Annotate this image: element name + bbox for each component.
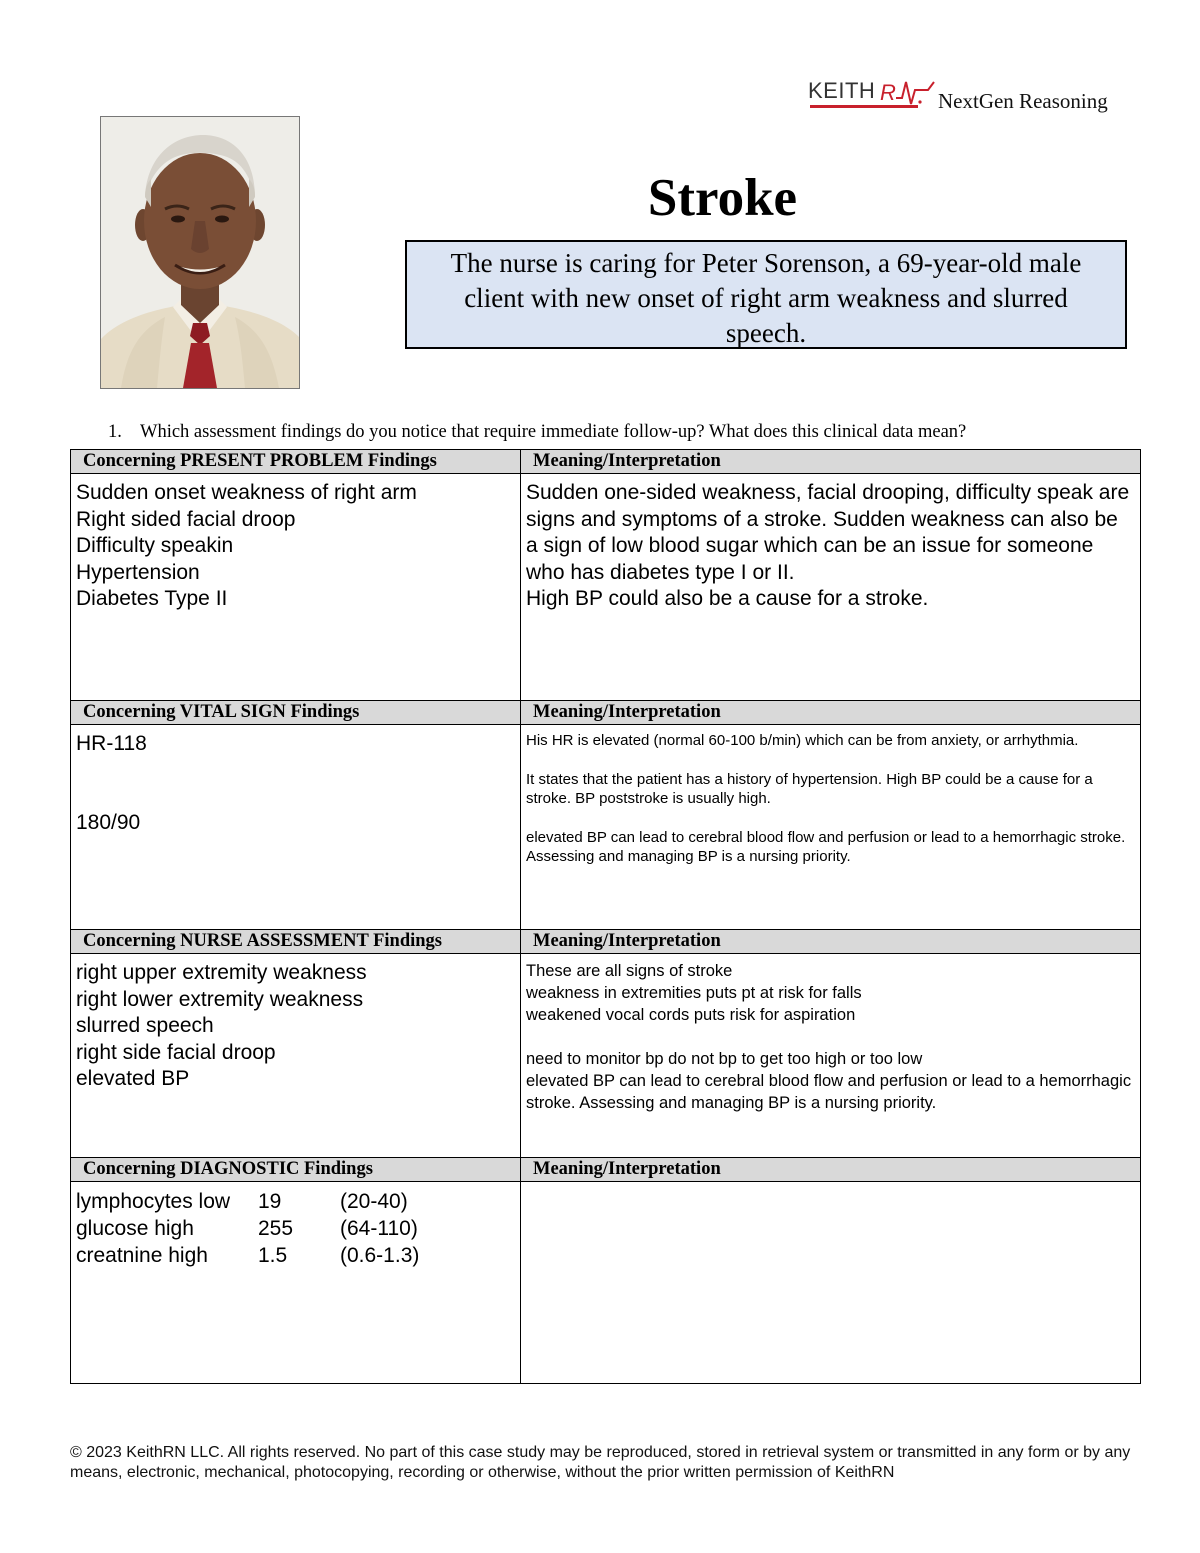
diagnostic-header-row	[71, 1158, 1141, 1182]
present-findings-cell[interactable]	[71, 474, 521, 701]
vital-findings-header: Concerning VITAL SIGN Findings	[71, 701, 521, 725]
meaning-line: weakness in extremities puts pt at risk for falls	[526, 984, 862, 1002]
meaning-paragraph: elevated BP can lead to cerebral blood flow and perfusion or lead to a hemorrhagic stroke. Assessing and managing BP is a nursing priority.	[526, 828, 1126, 865]
question-number: 1.	[108, 422, 122, 442]
nurse-findings-header: Concerning NURSE ASSESSMENT Findings	[71, 930, 521, 954]
spacer	[526, 1026, 1134, 1048]
lab-name: glucose high	[76, 1217, 194, 1240]
vital-header-row	[71, 701, 1141, 725]
logo-rn-heartbeat-icon	[870, 76, 940, 108]
meaning-paragraph: Sudden one-sided weakness, facial drooping, difficulty speak are signs and symptoms of a stroke. Sudden weakness can also be a sign of low blood sugar which can be an issue for someone who has diabetes type I or II.	[526, 481, 1130, 584]
present-meaning-header: Meaning/Interpretation	[521, 450, 1141, 474]
finding-item: Right sided facial droop	[76, 507, 296, 531]
meaning-line: weakened vocal cords puts risk for aspiration	[526, 1006, 856, 1024]
finding-item: Sudden onset weakness of right arm	[76, 481, 417, 504]
logo-keith-text: KEITH	[808, 78, 876, 103]
finding-item: 180/90	[76, 810, 141, 834]
lab-range: (64-110)	[340, 1217, 418, 1240]
svg-text:R: R	[880, 80, 896, 105]
meaning-line: These are all signs of stroke	[526, 962, 733, 980]
finding-item: Difficulty speakin	[76, 534, 234, 557]
diagnostic-findings-header: Concerning DIAGNOSTIC Findings	[71, 1158, 521, 1182]
lab-result-row	[76, 1215, 514, 1242]
lab-name: lymphocytes low	[76, 1190, 231, 1213]
vital-meaning-cell[interactable]	[521, 725, 1141, 930]
finding-item: right side facial droop	[76, 1040, 276, 1064]
findings-table	[70, 449, 1141, 1384]
lab-range: (0.6-1.3)	[340, 1244, 420, 1267]
vital-findings-cell[interactable]	[71, 725, 521, 930]
finding-item: slurred speech	[76, 1014, 214, 1037]
meaning-paragraph: elevated BP can lead to cerebral blood flow and perfusion or lead to a hemorrhagic stroke. Assessing and managing BP is a nursing priority.	[526, 1072, 1132, 1112]
nurse-meaning-cell[interactable]	[521, 954, 1141, 1158]
finding-item: HR-118	[76, 732, 147, 755]
lab-name: creatnine high	[76, 1244, 208, 1267]
lab-result-row	[76, 1242, 514, 1269]
meaning-paragraph: His HR is elevated (normal 60-100 b/min) which can be from anxiety, or arrhythmia.	[526, 732, 1079, 749]
lab-value: 1.5	[258, 1244, 288, 1267]
spacer	[526, 751, 1134, 770]
spacer	[76, 758, 514, 810]
finding-item: right lower extremity weakness	[76, 987, 364, 1011]
nurse-header-row	[71, 930, 1141, 954]
question-1	[108, 422, 966, 443]
nurse-findings-cell[interactable]	[71, 954, 521, 1158]
copyright-footer: © 2023 KeithRN LLC. All rights reserved. No part of this case study may be reproduced, stored in retrieval system or transmitted in any form or by any means, electronic, mechanical, photocopying, recording or otherwise, without the prior written permission of KeithRN	[70, 1444, 1131, 1481]
nurse-body-row	[71, 954, 1141, 1158]
lab-range: (20-40)	[340, 1190, 408, 1213]
diagnostic-body-row	[71, 1182, 1141, 1384]
patient-photo	[100, 116, 300, 389]
spacer	[526, 809, 1134, 828]
page-title: Stroke	[647, 169, 798, 227]
present-findings-header: Concerning PRESENT PROBLEM Findings	[71, 450, 521, 474]
lab-value: 19	[258, 1190, 282, 1213]
diagnostic-findings-cell[interactable]	[71, 1182, 521, 1384]
present-meaning-cell[interactable]	[521, 474, 1141, 701]
lab-result-row	[76, 1188, 514, 1215]
meaning-paragraph: High BP could also be a cause for a stroke.	[526, 587, 929, 610]
logo-tagline: NextGen Reasoning	[938, 89, 1108, 113]
question-text: Which assessment findings do you notice that require immediate follow-up? What does this clinical data mean?	[140, 422, 967, 442]
nurse-meaning-header: Meaning/Interpretation	[521, 930, 1141, 954]
lab-value: 255	[258, 1217, 294, 1240]
vital-meaning-header: Meaning/Interpretation	[521, 701, 1141, 725]
present-body-row	[71, 474, 1141, 701]
meaning-line: need to monitor bp do not bp to get too high or too low	[526, 1050, 923, 1068]
finding-item: right upper extremity weakness	[76, 961, 367, 984]
present-header-row	[71, 450, 1141, 474]
meaning-paragraph: It states that the patient has a history of hypertension. High BP could be a cause for a stroke. BP poststroke is usually high.	[526, 770, 1093, 807]
diagnostic-meaning-cell[interactable]	[521, 1182, 1141, 1384]
diagnostic-meaning-header: Meaning/Interpretation	[521, 1158, 1141, 1182]
scenario-box: The nurse is caring for Peter Sorenson, a 69-year-old male client with new onset of right arm weakness and slurred speech.	[405, 240, 1127, 349]
finding-item: elevated BP	[76, 1067, 190, 1090]
vital-body-row	[71, 725, 1141, 930]
finding-item: Diabetes Type II	[76, 587, 228, 610]
finding-item: Hypertension	[76, 560, 200, 584]
